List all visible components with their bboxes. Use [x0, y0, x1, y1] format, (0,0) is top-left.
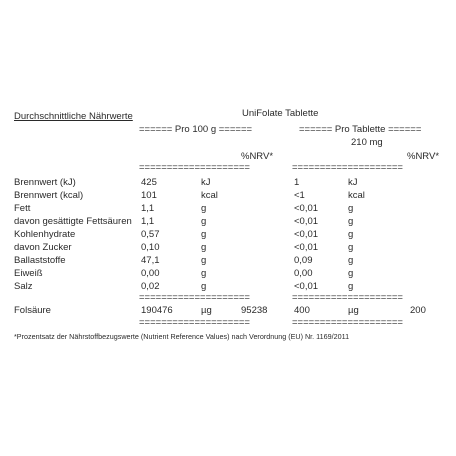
folsaeure-value-100g: 190476 [141, 305, 173, 316]
row-label-energy-kj: Brennwert (kJ) [14, 177, 76, 188]
row-value-100g: 1,1 [141, 216, 155, 227]
row-value-tablet: <0,01 [294, 242, 319, 253]
separator-top-left: ==================== [139, 162, 250, 173]
folsaeure-unit-tablet: µg [348, 305, 359, 316]
row-label-fat: Fett [14, 203, 31, 214]
separator-mid-left: ==================== [139, 292, 250, 303]
row-unit-tablet: g [348, 255, 354, 266]
row-value-tablet: <0,01 [294, 281, 319, 292]
row-value-100g: 0,57 [141, 229, 160, 240]
section-title: Durchschnittliche Nährwerte [14, 111, 133, 122]
row-unit-tablet: kcal [348, 190, 365, 201]
row-value-100g: 0,10 [141, 242, 160, 253]
per-100g-header: ====== Pro 100 g ====== [139, 124, 253, 135]
row-unit-tablet: g [348, 229, 354, 240]
row-unit-tablet: g [348, 242, 354, 253]
folsaeure-value-tablet: 400 [294, 305, 310, 316]
row-value-tablet: <0,01 [294, 216, 319, 227]
folsaeure-label: Folsäure [14, 305, 51, 316]
separator-mid-right: ==================== [292, 292, 403, 303]
row-unit-100g: kcal [201, 190, 218, 201]
row-value-tablet: <0,01 [294, 203, 319, 214]
row-label-fibre: Ballaststoffe [14, 255, 66, 266]
row-unit-100g: g [201, 242, 207, 253]
nrv-label-tablet: %NRV* [407, 151, 440, 162]
row-unit-tablet: g [348, 268, 354, 279]
row-value-tablet: <0,01 [294, 229, 319, 240]
row-value-100g: 101 [141, 190, 157, 201]
row-unit-100g: g [201, 216, 207, 227]
row-value-100g: 0,02 [141, 281, 160, 292]
folsaeure-unit-100g: µg [201, 305, 212, 316]
row-unit-100g: g [201, 203, 207, 214]
row-unit-tablet: kJ [348, 177, 358, 188]
row-value-100g: 425 [141, 177, 157, 188]
row-label-salt: Salz [14, 281, 33, 292]
nrv-label-100g: %NRV* [241, 151, 274, 162]
row-label-carbohydrates: Kohlenhydrate [14, 229, 76, 240]
row-unit-tablet: g [348, 203, 354, 214]
folsaeure-nrv-tablet: 200 [410, 305, 426, 316]
separator-bottom-left: ==================== [139, 317, 250, 328]
row-label-saturated-fat: davon gesättigte Fettsäuren [14, 216, 132, 227]
row-unit-100g: g [201, 281, 207, 292]
row-unit-100g: g [201, 255, 207, 266]
row-unit-tablet: g [348, 281, 354, 292]
row-value-tablet: 1 [294, 177, 300, 188]
row-unit-100g: kJ [201, 177, 211, 188]
row-unit-100g: g [201, 268, 207, 279]
row-label-energy-kcal: Brennwert (kcal) [14, 190, 84, 201]
tablet-weight: 210 mg [351, 137, 383, 148]
row-value-tablet: <1 [294, 190, 305, 201]
row-value-100g: 1,1 [141, 203, 155, 214]
row-unit-tablet: g [348, 216, 354, 227]
row-value-tablet: 0,09 [294, 255, 313, 266]
separator-top-right: ==================== [292, 162, 403, 173]
row-value-100g: 0,00 [141, 268, 160, 279]
product-title: UniFolate Tablette [242, 108, 319, 119]
row-label-protein: Eiweiß [14, 268, 43, 279]
row-value-tablet: 0,00 [294, 268, 313, 279]
row-unit-100g: g [201, 229, 207, 240]
footnote: *Prozentsatz der Nährstoffbezugswerte (Nutrient Reference Values) nach Verordnung (EU) Nr. 1169/2011 [14, 332, 350, 341]
row-value-100g: 47,1 [141, 255, 160, 266]
folsaeure-nrv-100g: 95238 [241, 305, 268, 316]
row-label-sugar: davon Zucker [14, 242, 72, 253]
separator-bottom-right: ==================== [292, 317, 403, 328]
per-tablet-header: ====== Pro Tablette ====== [299, 124, 422, 135]
